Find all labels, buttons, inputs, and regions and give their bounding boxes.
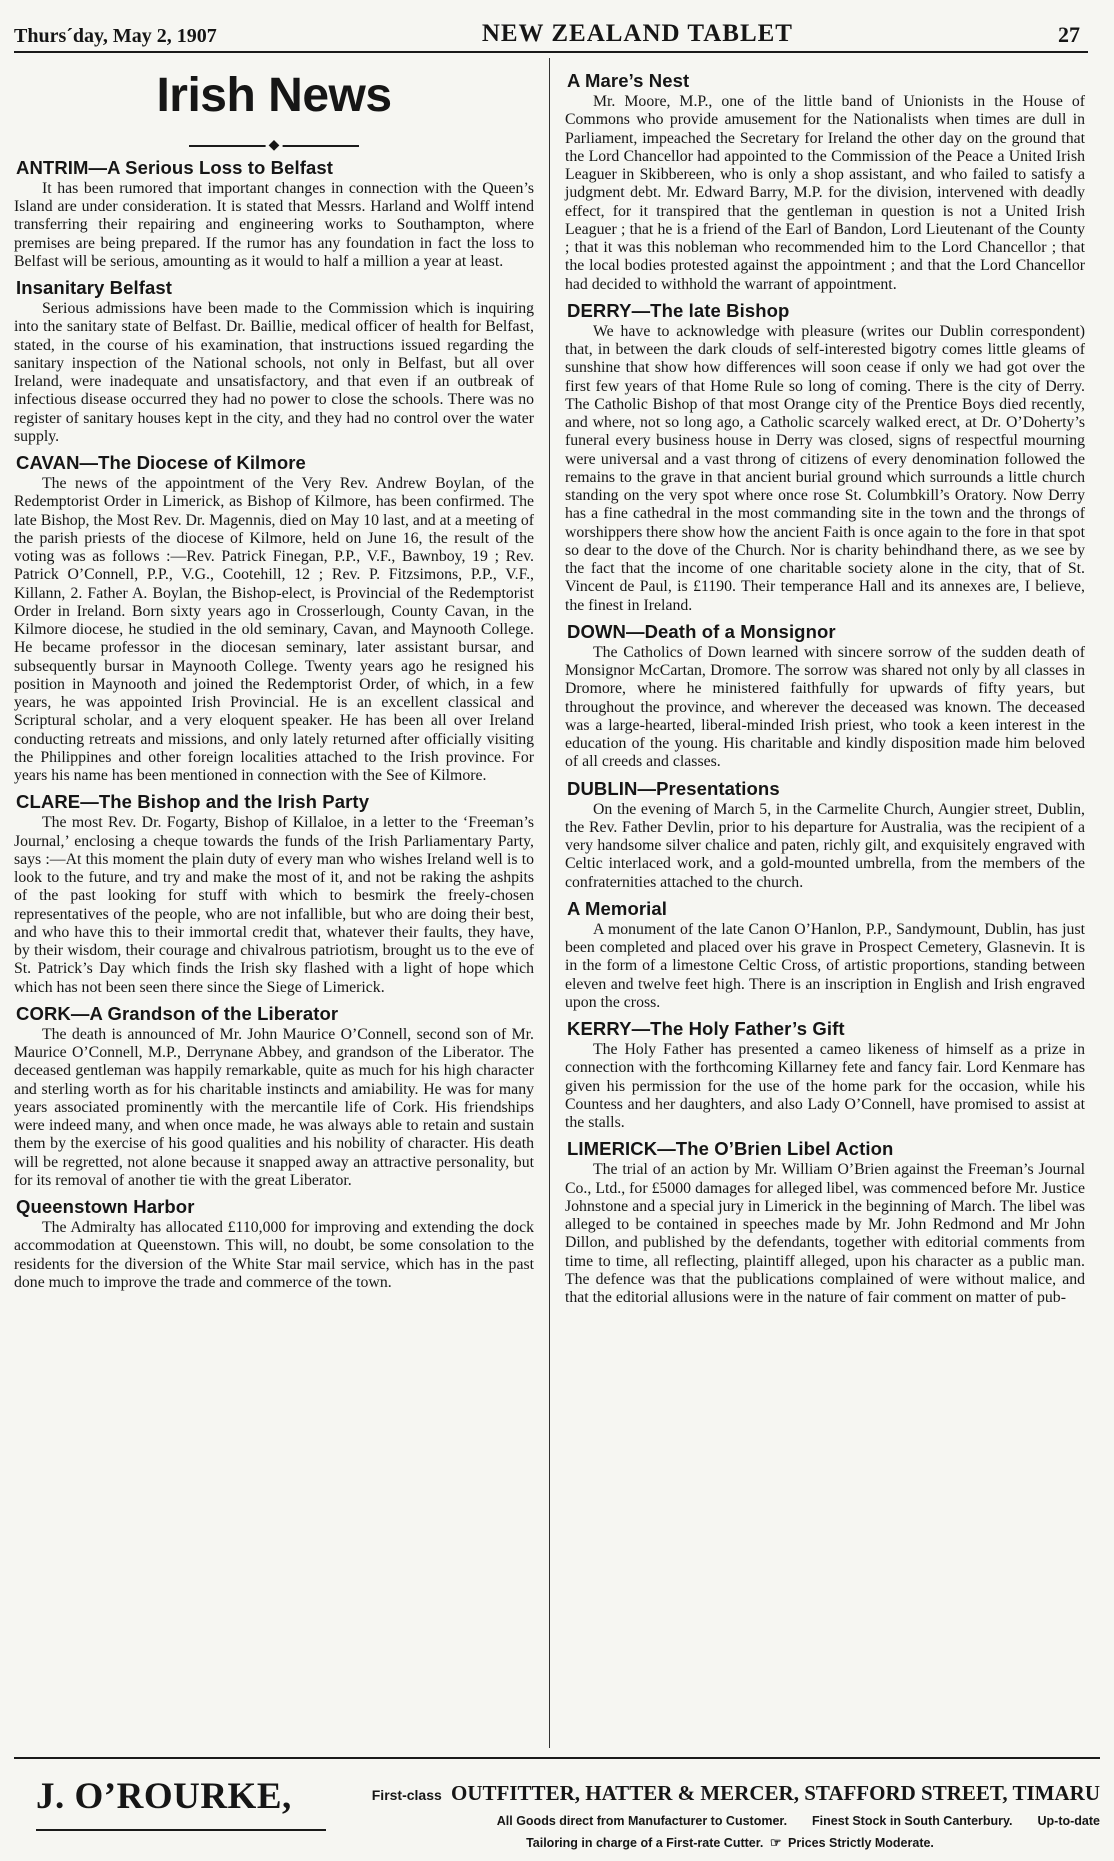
article-dublin xyxy=(565,778,1085,892)
article-heading: Queenstown Harbor xyxy=(16,1196,195,1218)
article-antrim xyxy=(14,157,534,271)
advertiser-name: J. O’ROURKE, xyxy=(36,1776,292,1817)
prices-text: Prices Strictly Moderate. xyxy=(788,1836,934,1850)
article-heading: DOWN—Death of a Monsignor xyxy=(567,620,836,642)
article-derry xyxy=(565,300,1085,615)
advertiser-name-rule xyxy=(36,1829,326,1831)
section-banner xyxy=(14,69,534,153)
article-body: Serious admissions have been made to the Commission which is inquiring into the sanitary state of Belfast. Dr. Baillie, medical officer of health for Belfast, stated, in the course of his examination, that instructions issued regarding the sanitary inspection of the National schools, not only in Belfast, but all over Ireland, were inadequate and unsatisfactory, and that even if an outbreak of infectious disease occurred they had no power to close the schools. There was no register of sanitary houses kept in the city, and they had no control over the water supply. xyxy=(14,300,534,445)
article-cavan xyxy=(14,452,534,785)
article-mares-nest xyxy=(565,70,1085,294)
pointing-hand-icon: ☞ xyxy=(769,1835,782,1850)
page-number: 27 xyxy=(1057,22,1080,47)
article-body: The death is announced of Mr. John Maurice O’Connell, second son of Mr. Maurice O’Connell, M.P., Derrynane Abbey, and grandson of the Liberator. The deceased gentleman was happily remarkable, quite as much for his high character and sterling worth as for his charitable instincts and amiability. He was for many years associated prominently with the mercantile life of Cork. His friendships were indeed many, and when once made, he was always able to retain and sustain them by the exercise of his good qualities and his nobility of character. His death will be regretted, not alone because it snapped away an attractive personality, but for its removal of another tie with the great Liberator. xyxy=(14,1025,534,1189)
left-column xyxy=(14,64,534,1292)
article-insanitary-belfast xyxy=(14,277,534,446)
article-body: We have to acknowledge with pleasure (writes our Dublin correspondent) that, in between the dark clouds of self-interested bigotry comes little gleams of sunshine that show how differences will soon cease if only we had got over the first few years of that Home Rule so long of coming. There is the city of Derry. The Catholic Bishop of that most Orange city of the Prentice Boys died recently, and where, not so long ago, a Catholic scarcely walked erect, at Dr. O’Doherty’s funeral every business house in Derry was closed, signs of respectful mourning were universal and a vast throng of citizens of every denomination followed the remains to the grave in that ancient burial ground which surrounds a little church standing on the very spot where once rose St. Columbkill’s Oratory. Now Derry has a fine cathedral in the most commanding site in the town and the throngs of worshippers there show how the ancient Faith is once again to the fore in that spot so dear to the dove of the Church. Nor is charity behindhand there, as we see by the fact that the income of one charitable society alone in the city, that of St. Vincent de Paul, is £1190. Their temperance Hall and its annexes are, I believe, the finest in Ireland. xyxy=(565,322,1085,614)
article-heading: ANTRIM—A Serious Loss to Belfast xyxy=(16,156,334,178)
article-body: A monument of the late Canon O’Hanlon, P.P., Sandymount, Dublin, has just been completed and placed over his grave in Prospect Cemetery, Glasnevin. It is in the form of a limestone Celtic Cross, of artistic proportions, standing between eleven and twelve feet high. There is an inscription in English and Irish engraved upon the cross. xyxy=(565,920,1085,1011)
column-divider xyxy=(549,58,550,1748)
advertisement-trades-line xyxy=(360,1781,1100,1806)
stock-text: Finest Stock in South Canterbury. xyxy=(812,1814,1013,1828)
article-body: On the evening of March 5, in the Carmelite Church, Aungier street, Dublin, the Rev. Father Devlin, prior to his departure for Australia, was the recipient of a very handsome silver chalice and paten, richly gilt, and exquisitely engraved with Celtic interlaced work, and a gold-mounted umbrella, from the members of the confraternities attached to the church. xyxy=(565,800,1085,891)
article-heading: DERRY—The late Bishop xyxy=(567,299,790,321)
advertisement xyxy=(14,1757,1100,1854)
article-body: The news of the appointment of the Very Rev. Andrew Boylan, of the Redemptorist Order in Limerick, as Bishop of Kilmore, has been confirmed. The late Bishop, the Most Rev. Dr. Magennis, died on May 10 last, and at a meeting of the parish priests of the diocese of Kilmore, held on June 16, the result of the voting was as follows :—Rev. Patrick Finegan, P.P., V.F., Bawnboy, 19 ; Rev. Patrick O’Connell, P.P., V.G., Cootehill, 12 ; Rev. P. Fitzsimons, P.P., V.F., Killann, 2. Father A. Boylan, the Bishop-elect, is Provincial of the Redemptorist Order in Ireland. Born sixty years ago in Crosserlough, County Cavan, in the Kilmore diocese, he studied in the old seminary, Cavan, and Maynooth College. He became professor in the diocesan seminary, later assistant bursar, and subsequently bursar in Maynooth College. Twenty years ago he resigned his position in Maynooth and joined the Redemptorist Order, of which, in a few years, he was appointed Irish Provincial. He is an excellent classical and Scriptural scholar, and a very eloquent speaker. He has been all over Ireland conducting retreats and missions, and only lately returned after officially visiting the Philippines and other foreign localities attached to the Irish province. For years his name has been mentioned in connection with the See of Kilmore. xyxy=(14,475,534,785)
advertisement-line-2 xyxy=(360,1814,1100,1828)
article-heading: A Mare’s Nest xyxy=(567,70,690,91)
article-heading: KERRY—The Holy Father’s Gift xyxy=(567,1018,845,1039)
paper-title: NEW ZEALAND TABLET xyxy=(481,20,793,47)
tailoring-text: Tailoring in charge of a First-rate Cutter. xyxy=(526,1836,764,1850)
article-down xyxy=(565,621,1085,772)
article-heading: CORK—A Grandson of the Liberator xyxy=(16,1002,339,1024)
article-body: The most Rev. Dr. Fogarty, Bishop of Killaloe, in a letter to the ‘Freeman’s Journal,’ enclosing a cheque towards the funds of the Irish Parliamentary Party, says :—At this moment the plain duty of every man who wishes Ireland well is to look to the future, and try and make the most of it, and not be raking the ashpits of the past looking for stuff with which to besmirk the freely-chosen representatives of the people, who are not infallible, but who are doing their best, and who have this to their immortal credit that, whatever their faults, they have, by their wisdom, their courage and chivalrous patriotism, brought us to the eve of St. Patrick’s Day which finds the Irish sky flashed with a light of hope which which has not been seen there since the Siege of Limerick. xyxy=(14,814,534,996)
article-heading: Insanitary Belfast xyxy=(16,277,173,299)
article-heading: LIMERICK—The O’Brien Libel Action xyxy=(567,1138,894,1160)
article-heading: A Memorial xyxy=(567,897,668,919)
article-body: The Catholics of Down learned with sincere sorrow of the sudden death of Monsignor McCartan, Dromore. The sorrow was shared not only by all classes in Dromore, where he ministered faithfully for upwards of fifty years, but throughout the province, and wherever the deceased was known. The deceased was a large-hearted, liberal-minded Irish priest, who took a keen interest in the education of the young. His charitable and kindly disposition made him beloved of all creeds and classes. xyxy=(565,643,1085,771)
article-heading: CAVAN—The Diocese of Kilmore xyxy=(16,452,306,474)
goods-text: All Goods direct from Manufacturer to Customer. xyxy=(496,1814,788,1828)
article-kerry xyxy=(565,1018,1085,1132)
article-cork xyxy=(14,1003,534,1190)
article-heading: CLARE—The Bishop and the Irish Party xyxy=(16,791,370,813)
article-body: Mr. Moore, M.P., one of the little band of Unionists in the House of Commons who provide amusement for the Nationalists when times are dull in Parliament, impeached the Secretary for Ireland the other day on the ground that the Lord Chancellor had appointed to the Commission of the Peace a United Irish Leaguer in Skibbereen, who is only a shop assistant, and who failed to satisfy a judgment debt. Mr. Edward Barry, M.P. for the division, intervened with deadly effect, for it transpired that the gentleman in question is not a United Irish Leaguer ; that he is a friend of the Earl of Bandon, Lord Lieutenant of the County ; that it was this nobleman who recommended him to the Lord Chancellor ; that the local bodies protested against the appointment ; and that the Lord Chancellor had decided to withhold the warrant of appointment. xyxy=(565,93,1085,293)
article-queenstown xyxy=(14,1196,534,1292)
up-to-date-text: Up-to-date xyxy=(1037,1814,1100,1828)
article-limerick xyxy=(565,1138,1085,1307)
trades-text: OUTFITTER, HATTER & MERCER, STAFFORD STREET, TIMARU xyxy=(451,1781,1100,1805)
article-body: The trial of an action by Mr. William O’Brien against the Freeman’s Journal Co., Ltd., for £5000 damages for alleged libel, was commenced before Mr. Justice Johnstone and a special jury in Limerick in the beginning of March. The libel was alleged to be contained in speeches made by Mr. John Redmond and Mr John Dillon, and published by the defendants, together with editorial comments from time to time, all reflecting, plaintiff alleged, upon his character as a public man. The defence was that the publications complained of were without malice, and that the editorial allusions were in the nature of fair comment on matter of pub- xyxy=(565,1161,1085,1306)
diamond-ornament-icon: ◆ xyxy=(266,138,283,154)
article-memorial xyxy=(565,898,1085,1012)
section-title: Irish News xyxy=(156,69,392,122)
ornamental-rule xyxy=(189,137,359,153)
article-body: The Admiralty has allocated £110,000 for improving and extending the dock accommodation at Queenstown. This will, no doubt, be some consolation to the residents for the diversion of the White Star mail service, which has in the past done much to improve the trade and commerce of the town. xyxy=(14,1219,534,1291)
article-body: It has been rumored that important changes in connection with the Queen’s Island are under consideration. It is stated that Messrs. Harland and Wolff intend transferring their repairing and engineering works to Southampton, where premises are being prepared. If the rumor has any foundation in fact the loss to Belfast will be serious, amounting as it would to half a million a year at least. xyxy=(14,179,534,270)
advertisement-line-3 xyxy=(360,1835,1100,1851)
article-heading: DUBLIN—Presentations xyxy=(567,777,780,799)
masthead xyxy=(14,18,1088,53)
article-clare xyxy=(14,791,534,997)
article-body: The Holy Father has presented a cameo likeness of himself as a prize in connection with the forthcoming Killarney fete and fancy fair. Lord Kenmare has given his permission for the use of the home park for the occasion, while his Countess and her daughters, and also Lady O’Connell, have promised to assist at the stalls. xyxy=(565,1041,1085,1131)
right-column xyxy=(565,64,1085,1307)
issue-date: Thurs´day, May 2, 1907 xyxy=(14,25,217,47)
first-class-label: First-class xyxy=(371,1787,442,1803)
